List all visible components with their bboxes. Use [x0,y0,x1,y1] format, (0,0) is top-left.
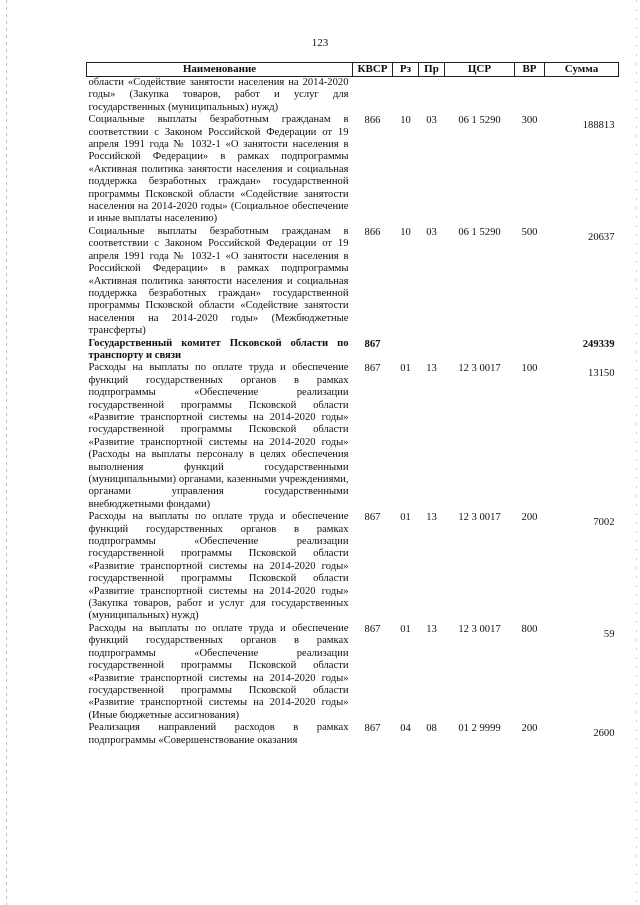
row-kvsr: 867 [364,512,381,524]
row-csr: 12 3 0017 [458,623,501,635]
row-pr [419,338,445,363]
table-row [87,511,619,623]
row-kvsr: 867 [364,338,381,350]
row-rz: 04 [400,723,411,735]
row-sum: 13150 [588,368,615,380]
row-kvsr: 867 [364,623,381,635]
row-vr: 100 [521,363,538,375]
row-sum: 59 [603,628,615,640]
row-name: области «Содействие занятости населения на 2014-2020 годы» (Закупка товаров, работ и услуг для государственных (муниципальных) нужд) [88,77,349,113]
row-rz: 01 [400,512,411,524]
scan-edge-left [6,0,7,905]
row-pr: 03 [426,226,437,238]
row-sum: 20637 [588,231,615,243]
row-vr: 500 [521,226,538,238]
table-row [87,338,619,363]
row-csr [445,338,515,363]
row-rz [393,77,419,115]
table-row [87,77,619,115]
page-number: 123 [311,37,329,49]
header-pr: Пр [419,63,445,77]
row-kvsr: 866 [364,115,381,127]
row-kvsr: 866 [364,226,381,238]
row-rz: 01 [400,363,411,375]
row-vr: 800 [521,623,538,635]
row-name: Расходы на выплаты по оплате труда и обеспечение функций государственных органов в рамках подпрограммы «Обеспечение реализации государственной программы Псковской области «Развитие транспортной системы на 2014-2020 годы» государственной программы Псковской области «Развитие транспортной системы на 2014-2020 годы» (Расходы на выплаты персоналу в целях обеспечения выполнения функций государственными (муниципальными) органами, казенными учреждениями, органами управления государственными внебюджетными фондами) [88,362,349,510]
row-sum: 2600 [593,728,615,740]
row-csr: 06 1 5290 [458,115,501,127]
row-rz: 01 [400,623,411,635]
row-sum [545,77,619,115]
header-vr: ВР [515,63,545,77]
table-row [87,722,619,747]
row-pr: 08 [426,723,437,735]
row-kvsr [353,77,393,115]
row-name: Социальные выплаты безработным гражданам в соответствии с Законом Российской Федерации от 19 апреля 1991 года № 1032-1 «О занятости населения в Российской Федерации» в рамках подпрограммы «Активная политика занятости населения и социальная поддержка безработных граждан» государственной программы Псковской области «Содействие занятости населения на 2014-2020 годы» (Социальное обеспечение и иные выплаты населению) [88,114,349,225]
row-csr: 12 3 0017 [458,363,501,375]
row-csr: 06 1 5290 [458,226,501,238]
header-sum: Сумма [545,63,619,77]
row-pr: 13 [426,623,437,635]
table-row [87,362,619,511]
scan-edge-right [636,0,637,905]
row-sum: 7002 [593,517,615,529]
table-row [87,114,619,226]
row-pr: 03 [426,115,437,127]
budget-table-container [86,62,618,747]
row-name: Реализация направлений расходов в рамках подпрограммы «Совершенствование оказания [88,722,349,746]
row-rz [393,338,419,363]
row-name: Расходы на выплаты по оплате труда и обеспечение функций государственных органов в рамках подпрограммы «Обеспечение реализации государственной программы Псковской области «Развитие транспортной системы на 2014-2020 годы» государственной программы Псковской области «Развитие транспортной системы на 2014-2020 годы» (Иные бюджетные ассигнования) [88,622,349,721]
row-name: Государственный комитет Псковской области по транспорту и связи [88,337,349,361]
header-name: Наименование [87,63,353,77]
header-kvsr: КВСР [353,63,393,77]
header-csr: ЦСР [445,63,515,77]
header-rz: Рз [393,63,419,77]
row-sum: 188813 [582,120,615,132]
row-pr: 13 [426,512,437,524]
row-sum: 249339 [582,338,615,350]
table-header-row [87,63,619,77]
row-kvsr: 867 [364,723,381,735]
row-vr: 200 [521,512,538,524]
row-pr [419,77,445,115]
row-rz: 10 [400,115,411,127]
table-row [87,226,619,338]
row-csr: 01 2 9999 [458,723,501,735]
row-csr: 12 3 0017 [458,512,501,524]
row-vr [515,338,545,363]
row-vr: 300 [521,115,538,127]
row-csr [445,77,515,115]
row-pr: 13 [426,363,437,375]
row-vr: 200 [521,723,538,735]
row-kvsr: 867 [364,363,381,375]
row-name: Социальные выплаты безработным гражданам в соответствии с Законом Российской Федерации от 19 апреля 1991 года № 1032-1 «О занятости населения в Российской Федерации» в рамках подпрограммы «Активная политика занятости населения и социальная поддержка безработных граждан» государственной программы Псковской области «Содействие занятости населения на 2014-2020 годы» (Межбюджетные трансферты) [88,225,349,337]
budget-table [86,62,619,747]
row-rz: 10 [400,226,411,238]
row-vr [515,77,545,115]
row-name: Расходы на выплаты по оплате труда и обеспечение функций государственных органов в рамках подпрограммы «Обеспечение реализации государственной программы Псковской области «Развитие транспортной системы на 2014-2020 годы» государственной программы Псковской области «Развитие транспортной системы на 2014-2020 годы» (Закупка товаров, работ и услуг для государственных (муниципальных) нужд) [88,511,349,622]
table-row [87,623,619,722]
